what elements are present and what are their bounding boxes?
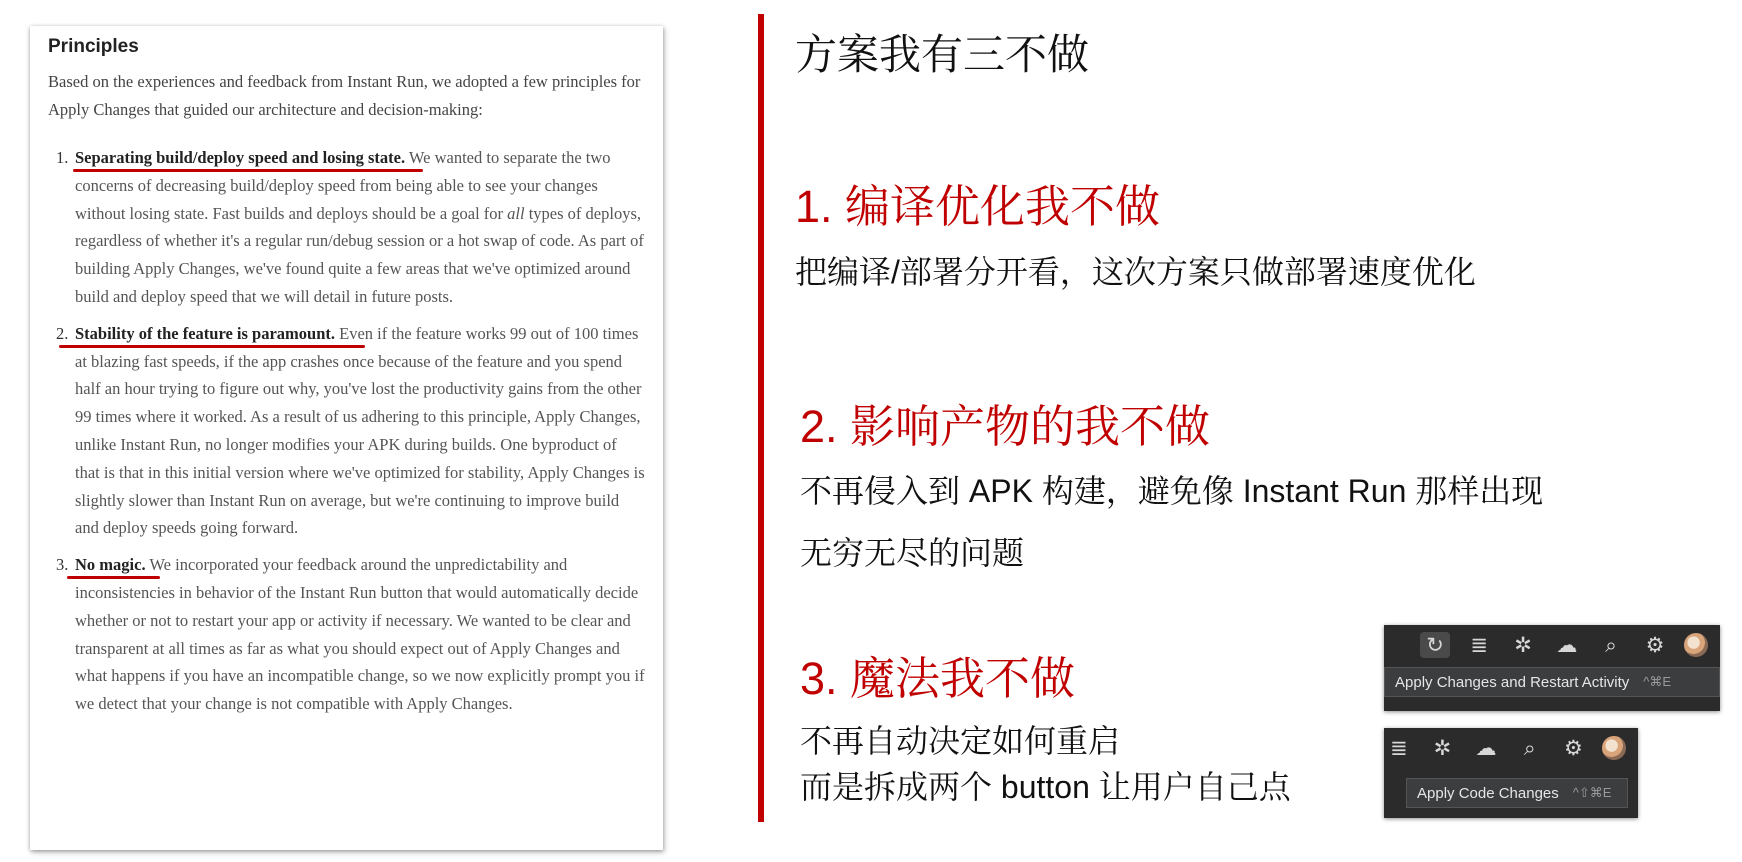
search-icon[interactable]: ⌕ — [1523, 735, 1536, 760]
principle-text: We incorporated your feedback around the unpredictability and inconsistencies in behavior of the Instant Run button that would automatically decide whether or not to restart your app or activity if necessary. We wanted to be clear and transparent at all times as far as what you should expect out of Apply Changes and what happens if you have an incompatible change, so we now explicitly prompt you if we detect that your change is not compatible with Apply Changes. — [75, 555, 645, 714]
apply-code-changes-icon[interactable]: ≣ — [1470, 633, 1488, 657]
principle-heading: Separating build/deploy speed and losing state. — [75, 148, 405, 167]
principle-text: We wanted to separate the two concerns of decreasing build/deploy speed from being able to see your changes without losing state. Fast builds and deploys should be a goal for — [75, 148, 611, 223]
section-1-body — [795, 241, 1476, 303]
profile-icon[interactable]: ☁ — [1556, 633, 1578, 657]
article-intro: Based on the experiences and feedback from Instant Run, we adopted a few principles for Apply Changes that guided our architecture and decision-making: — [48, 72, 641, 119]
ide-toolbar-restart — [1384, 625, 1720, 711]
apply-code-changes-icon[interactable]: ≣ — [1390, 736, 1408, 760]
article-title: Principles — [48, 36, 139, 57]
section-3-line: 不再自动决定如何重启 — [800, 723, 1121, 759]
section-3-line: 而是拆成两个 button 让用户自己点 — [800, 769, 1291, 805]
principles-list — [48, 144, 645, 718]
principle-heading: Stability of the feature is paramount. — [75, 324, 335, 343]
principle-emphasis: all — [507, 203, 525, 223]
avatar[interactable] — [1684, 633, 1708, 657]
section-1-line: 把编译/部署分开看，这次方案只做部署速度优化 — [795, 254, 1476, 290]
section-2-line: 无穷无尽的问题 — [800, 535, 1025, 571]
list-number: 1. — [56, 148, 69, 167]
principle-text: Even if the feature works 99 out of 100 times at blazing fast speeds, if the app crashes once because of the feature and you spend half an hour trying to figure out why, you've lost the productivity gains from the other 99 times where it worked. As a result of us adhering to this principle, Apply Changes, unlike Instant Run, no longer modifies your APK during builds. One byproduct of that is that in this initial version where we've optimized for stability, Apply Changes is slightly slower than Instant Run on average, but we're continuing to improve build and deploy speeds going forward. — [75, 323, 645, 538]
tooltip — [1384, 667, 1720, 697]
section-3-body — [800, 718, 1291, 810]
section-2-line: 不再侵入到 APK 构建，避免像 Instant Run 那样出现 — [800, 473, 1544, 509]
red-divider — [758, 14, 764, 822]
red-underline — [73, 169, 423, 172]
toolbar-icons — [1384, 728, 1638, 768]
apply-changes-restart-icon[interactable]: ↻ — [1420, 632, 1450, 658]
search-icon[interactable]: ⌕ — [1605, 632, 1617, 657]
tooltip-shortcut: ^⇧⌘E — [1572, 785, 1612, 800]
principle-item — [48, 551, 645, 718]
principle-item — [48, 144, 645, 311]
principle-text: types of deploys, regardless of whether it's a regular run/debug session or a hot swap of code. As part of building Apply Changes, we've found quite a few areas that we've optimized around build and deploy speed that we will detail in future posts. — [75, 203, 644, 306]
settings-icon[interactable]: ⚙ — [1564, 736, 1583, 760]
profile-icon[interactable]: ☁ — [1475, 736, 1497, 760]
principle-heading: No magic. — [75, 555, 146, 574]
section-2-heading: 2. 影响产物的我不做 — [800, 401, 1211, 452]
section-2-body — [800, 460, 1543, 584]
list-number: 2. — [56, 323, 69, 343]
debug-icon[interactable]: ✲ — [1433, 736, 1452, 760]
avatar[interactable] — [1602, 736, 1626, 760]
principle-item — [48, 320, 645, 542]
settings-icon[interactable]: ⚙ — [1645, 633, 1665, 657]
red-underline — [59, 345, 365, 348]
red-underline — [67, 576, 160, 579]
ide-toolbar-code — [1384, 728, 1638, 818]
tooltip — [1406, 778, 1628, 808]
slide-title: 方案我有三不做 — [795, 31, 1090, 78]
section-3-heading: 3. 魔法我不做 — [800, 653, 1076, 704]
section-1-heading: 1. 编译优化我不做 — [795, 181, 1161, 232]
list-number: 3. — [56, 555, 69, 575]
article-screenshot — [30, 26, 663, 850]
tooltip-label: Apply Code Changes — [1417, 784, 1559, 802]
tooltip-shortcut: ^⌘E — [1643, 674, 1672, 689]
tooltip-label: Apply Changes and Restart Activity — [1395, 673, 1630, 691]
toolbar-icons — [1384, 625, 1720, 665]
debug-icon[interactable]: ✲ — [1514, 633, 1532, 657]
